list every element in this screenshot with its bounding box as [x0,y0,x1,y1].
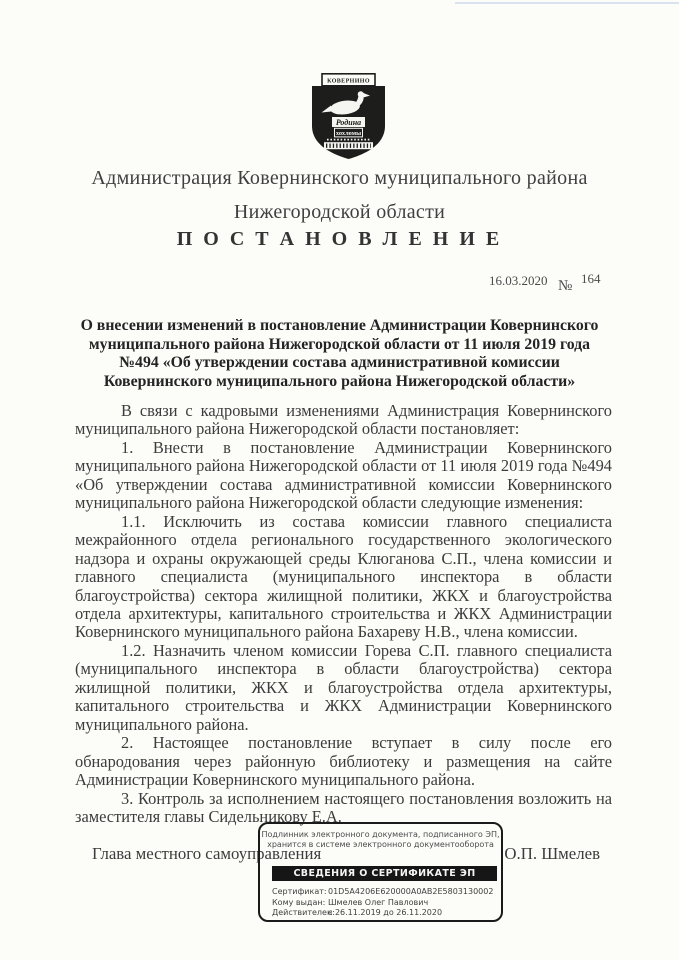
paragraph-item-1-1: 1.1. Исключить из состава комиссии главного специалиста межрайонного отдела регионального государственного экологического надзора и охраны окружающей среды Клюганова С.П., члена комиссии и главного специалиста (муниципального инспектора в области благоустройства) сектора жилищной политики, ЖКХ и благоустройства отдела архитектуры, капитального строительства и ЖКХ Администрации Ковернинского муниципального района Бахареву Н.В., члена комиссии. [75,511,612,642]
doc-date: 16.03.2020 [489,273,548,288]
doc-title-line: муниципального района Нижегородской области от 11 июля 2019 года [88,335,591,353]
paragraph-item-2: 2. Настоящее постановление вступает в силу после его обнародования через районную библиотеку и размещения на сайте Администрации Ковернинского муниципального района. [75,733,612,790]
certificate-row [272,887,495,898]
certificate-row-label: Кому выдан: [272,897,326,907]
doc-title-line: Ковернинского муниципального района Нижегородской области» [103,373,576,391]
certificate-row [272,908,495,919]
scan-artifact-line [455,2,679,4]
paragraph-item-3: 3. Контроль за исполнением настоящего постановления возложить на заместителя главы Сидельникову Е.А. [75,788,612,826]
certificate-details [272,887,495,919]
certificate-row-label: Действителен: [272,908,335,917]
stamp-header [260,830,501,850]
doc-title-line: №494 «Об утверждении состава административной комиссии [119,354,560,372]
esignature-stamp [258,822,503,922]
org-name-line1: Администрация Ковернинского муниципального района [91,167,588,189]
ornament-band [324,142,373,149]
certificate-row-value: Шмелев Олег Павлович [328,897,429,907]
signature-name: О.П. Шмелев [504,844,600,863]
certificate-row [272,898,495,909]
certificate-row-value: с 26.11.2019 до 26.11.2020 [328,908,443,917]
certificate-row-value: 01D5A4206E620000A0AB2E5803130002 [328,887,494,896]
document-type-heading: П О С Т А Н О В Л Е Н И Е [176,228,503,250]
doc-title [40,317,639,392]
signature-position: Глава местного самоуправления [92,844,322,863]
doc-body [75,402,612,826]
paragraph-preamble: В связи с кадровыми изменениями Администрация Ковернинского муниципального района Нижегородской области постановляет: [75,401,612,439]
certificate-row-label: Сертификат: [272,887,327,896]
coat-of-arms [309,73,388,159]
motto-line2: хохломы [335,129,362,137]
paragraph-item-1-2: 1.2. Назначить членом комиссии Горева С.П. главного специалиста (муниципального инспектора в области благоустройства) сектора жилищной политики, ЖКХ и благоустройства отдела архитектуры, капитального строительства и ЖКХ Администрации Ковернинского муниципального района. [75,640,612,734]
doc-number: 164 [581,271,601,286]
stamp-header-line2: хранится в системе электронного документооборота [267,840,494,849]
stamp-header-line1: Подлинник электронного документа, подписанного ЭП, [261,830,500,839]
doc-number-sign: № [558,278,573,294]
banner-label: КОВЕРНИНО [327,78,370,85]
paragraph-item-1: 1. Внести в постановление Администрации Ковернинского муниципального района Нижегородской области от 11 июля 2019 года №494 «Об утверждении состава административной комиссии Ковернинского муниципального района Нижегородской области следующие изменения: [75,437,612,513]
motto-line1: Родина [335,118,362,127]
doc-title-line: О внесении изменений в постановление Администрации Ковернинского [80,317,599,334]
org-name-line2: Нижегородской области [233,201,446,223]
certificate-info-bar: СВЕДЕНИЯ О СЕРТИФИКАТЕ ЭП [272,866,497,881]
